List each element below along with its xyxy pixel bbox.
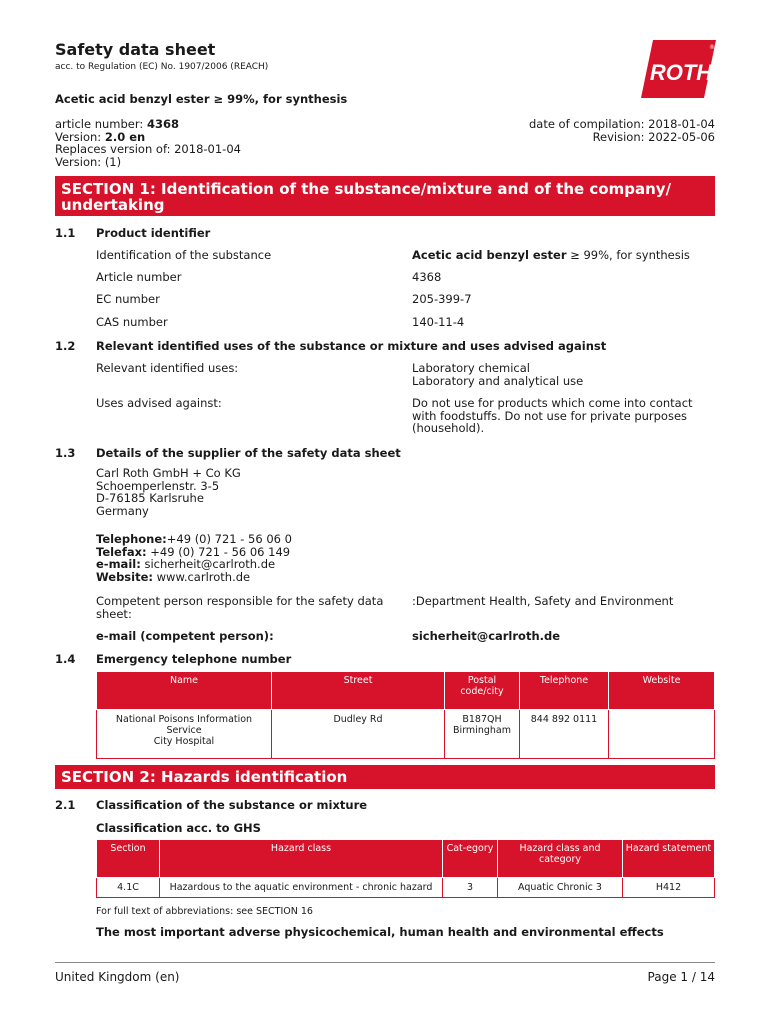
advised-value-line: with foodstuffs. Do not use for private purposes: [412, 408, 688, 423]
article-number-label: article number:: [55, 117, 144, 131]
emergency-table: [96, 671, 715, 759]
logo-text: ROTH: [649, 60, 713, 85]
table-header: Hazard class and category: [498, 840, 623, 878]
replaces-version: Replaces version of: 2018-01-04: [55, 142, 241, 156]
competent-label-line: Competent person responsible for the safety data: [96, 594, 384, 608]
footer-locale: United Kingdom (en): [55, 970, 180, 984]
table-header-row: [97, 672, 715, 710]
advised-value-line: Do not use for products which come into contact: [412, 396, 693, 410]
competent-label-line: sheet:: [96, 606, 132, 621]
table-cell: Aquatic Chronic 3: [498, 878, 623, 898]
subsection-title: Product identifier: [96, 226, 211, 240]
ec-value: 205-399-7: [412, 292, 472, 306]
regulation-subtitle: acc. to Regulation (EC) No. 1907/2006 (REACH): [55, 62, 269, 72]
email-link[interactable]: sicherheit@carlroth.de: [140, 557, 276, 571]
ghs-table-wrap: [96, 839, 715, 898]
telefax-label: Telefax:: [96, 544, 147, 559]
article-label: Article number: [96, 270, 182, 284]
competent-email-value[interactable]: sicherheit@carlroth.de: [412, 629, 561, 643]
footer-page-number: Page 1 / 14: [647, 970, 715, 984]
table-cell: 4.1C: [97, 878, 160, 898]
revision-date: Revision: 2022-05-06: [592, 129, 715, 144]
advised-label: Uses advised against:: [96, 396, 222, 410]
advised-value-line: (household).: [412, 421, 485, 435]
table-row: [97, 710, 715, 759]
logo-trademark: ®: [709, 44, 715, 51]
uses-value-line: Laboratory chemical: [412, 361, 530, 375]
table-header: Section: [97, 840, 160, 878]
website-label: Website:: [96, 569, 153, 584]
emergency-table-wrap: [96, 671, 715, 759]
subsection-title: Emergency telephone number: [96, 652, 292, 666]
footer-divider: [55, 962, 715, 963]
table-cell: 844 892 0111: [520, 710, 609, 759]
ghs-table: [96, 839, 715, 898]
table-cell: [609, 710, 715, 759]
table-header: Name: [97, 672, 272, 710]
abbreviation-note: For full text of abbreviations: see SECTION 16: [96, 906, 313, 917]
subsection-number: 2.1: [55, 798, 76, 812]
cas-value: 140-11-4: [412, 315, 465, 329]
ident-value-bold: Acetic acid benzyl ester: [412, 248, 567, 262]
version-label: Version:: [55, 129, 102, 144]
section-1-title-line1: SECTION 1: Identification of the substance/mixture and of the company/: [61, 180, 672, 198]
document-meta-right: [529, 118, 715, 143]
competent-label: [96, 595, 383, 620]
article-value: 4368: [412, 270, 442, 284]
subsection-title: Relevant identified uses of the substance or mixture and uses advised against: [96, 339, 607, 353]
telephone-label: Telephone:: [96, 532, 167, 546]
uses-label: Relevant identified uses:: [96, 361, 239, 375]
address-line: Carl Roth GmbH + Co KG: [96, 466, 241, 480]
section-1-header: [55, 176, 715, 216]
table-header: Cat-egory: [443, 840, 498, 878]
ghs-title: Classification acc. to GHS: [96, 821, 261, 835]
subsection-number: 1.1: [55, 226, 76, 240]
subsection-number: 1.3: [55, 446, 76, 460]
cell-line: Service: [166, 725, 202, 736]
table-header: Postal code/city: [445, 672, 520, 710]
table-cell: Hazardous to the aquatic environment - chronic hazard: [160, 878, 443, 898]
address-line: Schoemperlenstr. 3-5: [96, 478, 220, 493]
version-value: 2.0 en: [104, 129, 146, 144]
table-row: [97, 878, 715, 898]
table-header: Street: [272, 672, 445, 710]
table-header: Telephone: [520, 672, 609, 710]
roth-logo: [641, 40, 716, 98]
document-title: Safety data sheet: [55, 40, 216, 59]
ident-value-rest: ≥ 99%, for synthesis: [566, 248, 690, 262]
table-header: Website: [609, 672, 715, 710]
version-paren: Version: (1): [55, 154, 122, 169]
cell-line: B187QH: [462, 714, 502, 725]
competent-email-label: e-mail (competent person):: [96, 629, 274, 643]
competent-value: :Department Health, Safety and Environment: [412, 594, 674, 608]
article-number: 4368: [146, 117, 179, 131]
table-header: Hazard class: [160, 840, 443, 878]
table-cell: [97, 710, 272, 759]
telefax-value: +49 (0) 721 - 56 06 149: [146, 544, 291, 559]
section-1-title-line2: undertaking: [61, 196, 165, 214]
ident-value: [412, 249, 690, 262]
uses-value: [412, 362, 583, 387]
table-cell: H412: [623, 878, 715, 898]
cas-label: CAS number: [96, 315, 168, 329]
address-line: Germany: [96, 503, 149, 518]
effects-title: The most important adverse physicochemical, human health and environmental effects: [96, 925, 664, 939]
table-cell: Dudley Rd: [272, 710, 445, 759]
website-link[interactable]: www.carlroth.de: [153, 569, 251, 584]
table-header: Hazard statement: [623, 840, 715, 878]
supplier-address: [96, 467, 241, 517]
cell-line: Birmingham: [453, 725, 511, 736]
address-line: D-76185 Karlsruhe: [96, 491, 204, 505]
website-line: [96, 571, 292, 584]
supplier-contacts: [96, 533, 292, 583]
subsection-title: Classification of the substance or mixture: [96, 798, 368, 812]
product-title: Acetic acid benzyl ester ≥ 99%, for synthesis: [55, 92, 348, 106]
table-header-row: [97, 840, 715, 878]
compilation-date: date of compilation: 2018-01-04: [528, 117, 715, 131]
section-2-header: SECTION 2: Hazards identification: [55, 765, 715, 789]
advised-value: [412, 397, 693, 435]
uses-value-line: Laboratory and analytical use: [412, 373, 584, 388]
ident-label: Identification of the substance: [96, 248, 272, 262]
email-label: e-mail:: [96, 557, 141, 571]
subsection-number: 1.2: [55, 339, 76, 353]
document-meta-left: [55, 118, 241, 168]
cell-line: National Poisons Information: [115, 714, 253, 725]
cell-line: City Hospital: [153, 736, 215, 747]
subsection-title: Details of the supplier of the safety data sheet: [96, 446, 401, 460]
table-cell: 3: [443, 878, 498, 898]
table-cell: [445, 710, 520, 759]
telephone-value: +49 (0) 721 - 56 06 0: [166, 532, 292, 546]
ec-label: EC number: [96, 292, 160, 306]
subsection-number: 1.4: [55, 652, 76, 666]
